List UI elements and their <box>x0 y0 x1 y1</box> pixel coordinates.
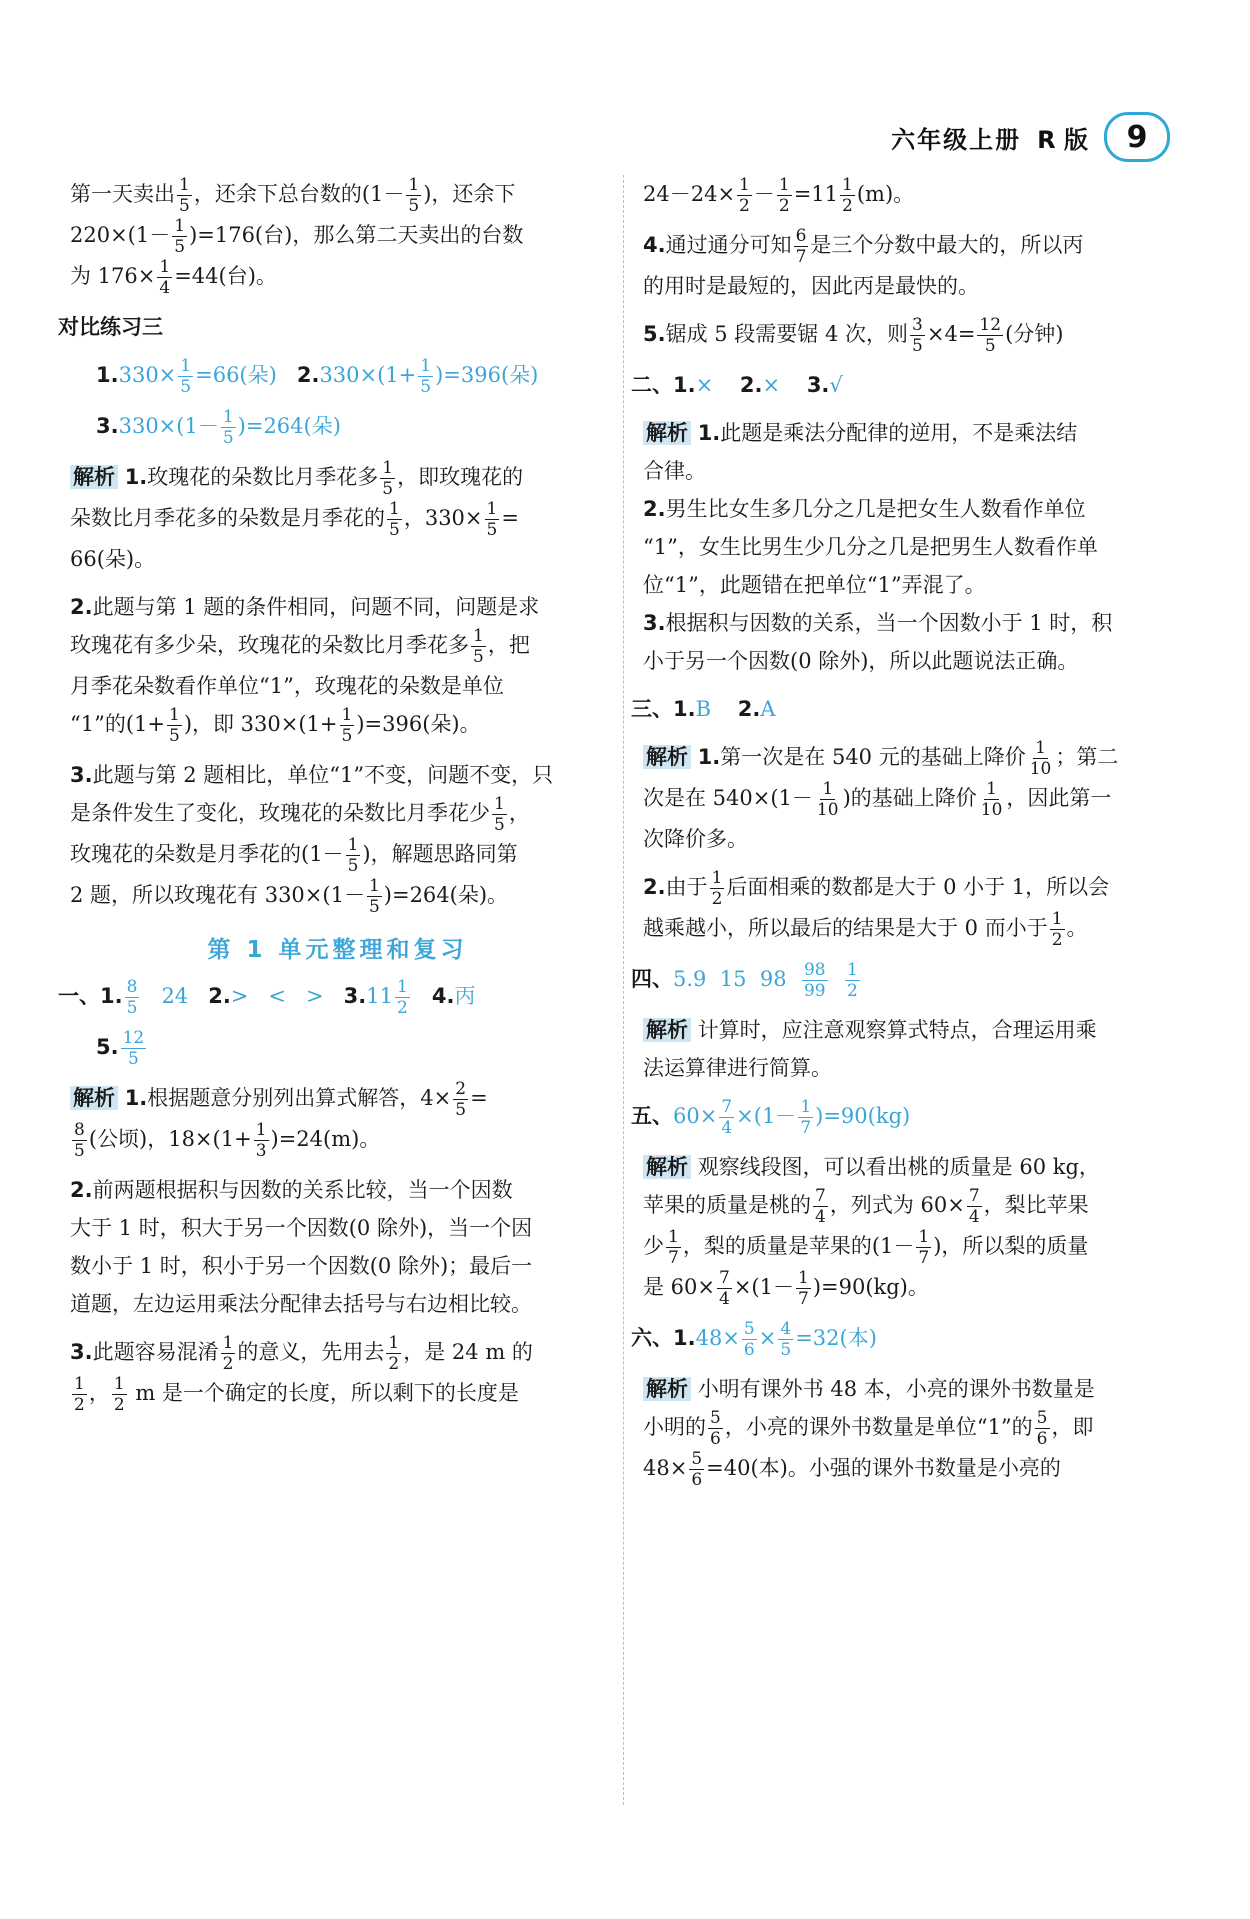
text-line: 第一天卖出 $\frac{1}{5}$ ，还余下总台数的(1－ $\frac{1}{5}$ )，还余下 220×(1－ $\frac{1}{5}$ )=176(台)，那么第二天卖出的台数 为 176× $\frac{1}{4}$ =44(台)。 <box>70 175 524 298</box>
answer-line: 六、1.48× $\frac{5}{6}$ × $\frac{4}{5}$ =32(本) <box>631 1319 877 1360</box>
answer-line: 一、1. $\frac{8}{5}$ 24 2.> < > 3.11 $\frac{1}{2}$ 4.丙 <box>58 977 476 1018</box>
answer-line: 三、1.B 2.A <box>631 697 776 721</box>
right-column <box>631 175 1183 1500</box>
answer-line: 3.330×(1－ $\frac{1}{5}$ )=264(朵) <box>96 407 341 448</box>
text-line: 24－24× $\frac{1}{2}$ － $\frac{1}{2}$ =11 $\frac{1}{2}$ (m)。 <box>643 175 915 216</box>
explanation: 3.此题容易混淆 $\frac{1}{2}$ 的意义，先用去 $\frac{1}{2}$ ，是 24 m 的 $\frac{1}{2}$ ， $\frac{1}{2}$ m 是一个确定的长度，所以剩下的长度是 <box>70 1333 533 1415</box>
explanation: 5.锯成 5 段需要锯 4 次，则 $\frac{3}{5}$ ×4= $\frac{12}{5}$ (分钟) <box>643 315 1064 356</box>
answer-line: 四、5.9 15 98 $\frac{98}{99}$ $\frac{1}{2}$ <box>631 960 858 1001</box>
page-header <box>891 112 1170 162</box>
explanation: 3.此题与第 2 题相比，单位“1”不变，问题不变，只 是条件发生了变化，玫瑰花的朵数比月季花少 $\frac{1}{5}$ ， 玫瑰花的朵数是月季花的(1－ $\frac{1}{5}$ )，解题思路同第 2 题，所以玫瑰花有 330×(1－ $\frac{1}{5}$ )=264(朵)。 <box>70 763 554 917</box>
unit-title: 第 1 单元整理和复习 <box>207 937 468 963</box>
explanation: 解析 1.第一次是在 540 元的基础上降价 $\frac{1}{10}$ ；第二 次是在 540×(1－ $\frac{1}{10}$ )的基础上降价 $\frac{1}{10}$ ，因此第一 次降价多。 <box>643 738 1119 851</box>
answer-line: 二、1.× 2.× 3.√ <box>631 373 843 397</box>
explanation: 2.由于 $\frac{1}{2}$ 后面相乘的数都是大于 0 小于 1，所以会 越乘越小，所以最后的结果是大于 0 而小于 $\frac{1}{2}$ 。 <box>643 868 1110 950</box>
explanation: 解析 小明有课外书 48 本，小亮的课外书数量是 小明的 $\frac{5}{6}$ ，小亮的课外书数量是单位“1”的 $\frac{5}{6}$ ，即 48× $\frac{5}{6}$ =40(本)。小强的课外书数量是小亮的 <box>643 1377 1095 1490</box>
explanation: 4.通过通分可知 $\frac{6}{7}$ 是三个分数中最大的，所以丙 的用时是最短的，因此丙是最快的。 <box>643 226 1084 298</box>
answer-line: 五、60× $\frac{7}{4}$ ×(1－ $\frac{1}{7}$ )=90(kg) <box>631 1097 911 1138</box>
explanation: 解析 计算时，应注意观察算式特点，合理运用乘 法运算律进行简算。 <box>643 1018 1097 1080</box>
explanation: 2.前两题根据积与因数的关系比较，当一个因数 大于 1 时，积大于另一个因数(0 除外)，当一个因 数小于 1 时，积小于另一个因数(0 除外)；最后一 道题，左边运用乘法分配律去括号与右边相比较。 <box>70 1178 533 1316</box>
answer-line: 5. $\frac{12}{5}$ <box>96 1028 145 1069</box>
column-divider <box>623 175 624 1805</box>
answer-line: 1.330× $\frac{1}{5}$ =66(朵) 2.330×(1+ $\frac{1}{5}$ )=396(朵) <box>96 356 539 397</box>
explanation: 解析 1.此题是乘法分配律的逆用，不是乘法结 合律。 2.男生比女生多几分之几是把女生人数看作单位 “1”，女生比男生少几分之几是把男生人数看作单 位“1”，此题错在把单位“1”弄混了。 3.根据积与因数的关系，当一个因数小于 1 时，积 小于另一个因数(0 除外)，所以此题说法正确。 <box>643 421 1113 673</box>
explanation: 解析 1.根据题意分别列出算式解答，4× $\frac{2}{5}$ = $\frac{8}{5}$ (公顷)，18×(1+ $\frac{1}{3}$ )=24(m)。 <box>70 1079 605 1161</box>
left-column <box>58 175 605 1425</box>
page-number: 9 <box>1104 112 1170 162</box>
explanation: 解析 观察线段图，可以看出桃的质量是 60 kg， 苹果的质量是桃的 $\frac{7}{4}$ ，列式为 60× $\frac{7}{4}$ ，梨比苹果 少 $\frac{1}{7}$ ，梨的质量是苹果的(1－ $\frac{1}{7}$ )，所以梨的质量 是 60× $\frac{7}{4}$ ×(1－ $\frac{1}{7}$ )=90(kg)。 <box>643 1155 1100 1309</box>
edition-label: R 版 <box>1037 125 1088 154</box>
section-heading: 对比练习三 <box>58 315 163 339</box>
explanation: 2.此题与第 1 题的条件相同，问题不同，问题是求 玫瑰花有多少朵，玫瑰花的朵数比月季花多 $\frac{1}{5}$ ，把 月季花朵数看作单位“1”，玫瑰花的朵数是单位 “1”的(1+ $\frac{1}{5}$ )，即 330×(1+ $\frac{1}{5}$ )=396(朵)。 <box>70 595 540 746</box>
explanation: 解析 1.玫瑰花的朵数比月季花多 $\frac{1}{5}$ ，即玫瑰花的 朵数比月季花多的朵数是月季花的 $\frac{1}{5}$ ，330× $\frac{1}{5}$ = 66(朵)。 <box>70 458 524 571</box>
book-title: 六年级上册 <box>891 125 1022 154</box>
